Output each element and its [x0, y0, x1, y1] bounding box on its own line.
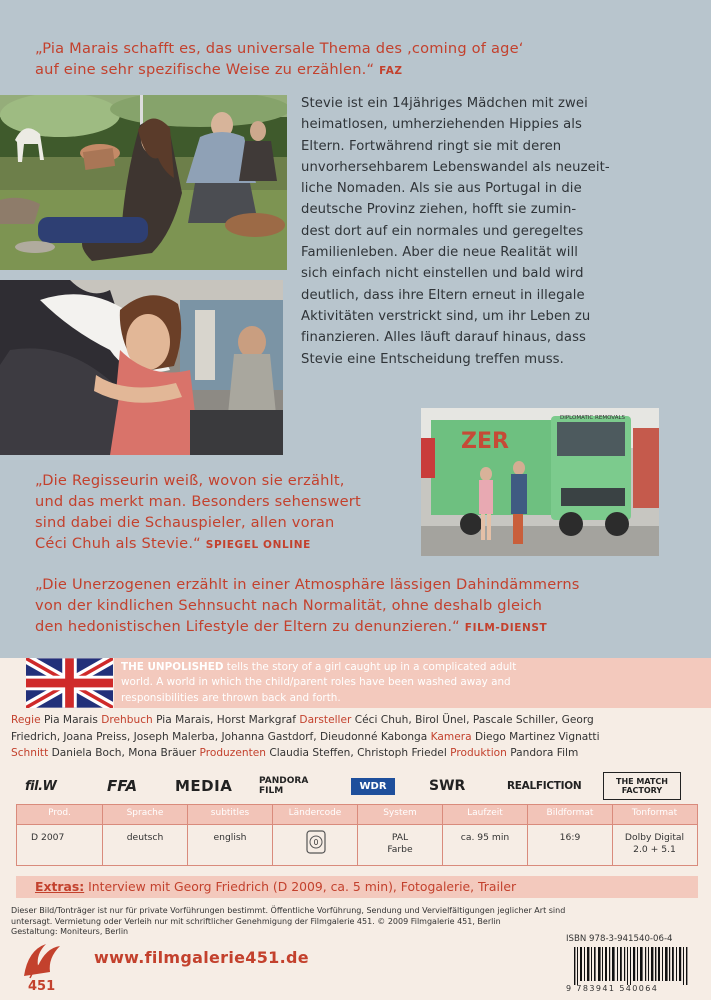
- english-line-2: world. A world in which the child/parent roles have been washed away and: [121, 676, 511, 689]
- quote-faz-line-2-row: [35, 59, 695, 82]
- extras: [35, 879, 516, 894]
- spec-header-laendercode: Ländercode: [288, 808, 342, 818]
- website-link[interactable]: www.filmgalerie451.de: [94, 948, 309, 967]
- credit-role-drehbuch: Drehbuch: [101, 714, 153, 726]
- quote-filmdienst-line-3-row: [35, 616, 705, 639]
- match-factory-logo: [603, 772, 681, 800]
- media-logo: MEDIA: [175, 777, 233, 795]
- wdr-logo-wrap: [345, 772, 401, 800]
- spec-value-tonformat: [613, 832, 696, 856]
- pandora-film-logo: [259, 772, 317, 800]
- credit-role-produktion: Produktion: [450, 747, 507, 760]
- synopsis-line-7: dest dort auf ein normales und geregeltes: [301, 223, 584, 239]
- quote-filmdienst: [35, 574, 705, 639]
- spec-value-prod-line-1: D 2007: [31, 832, 65, 843]
- synopsis-line-8: Familienleben. Aber die neue Realität will: [301, 245, 579, 261]
- filmgalerie-logo-text: 451: [28, 979, 56, 994]
- spec-header-sprache: Sprache: [126, 808, 164, 818]
- english-summary: [121, 660, 707, 706]
- region-code-value: 0: [313, 838, 319, 847]
- spec-value-sprache-line-1: deutsch: [126, 832, 164, 843]
- credits: [11, 712, 706, 762]
- spec-col-sprache: [102, 805, 187, 865]
- credits-line-3: [11, 745, 706, 762]
- match-factory-logo-line-2: FACTORY: [621, 786, 663, 795]
- isbn: ISBN 978-3-941540-06-4: [566, 934, 673, 944]
- credit-role-regie: Regie: [11, 714, 41, 726]
- credit-kamera: Diego Martinez Vignatti: [474, 730, 600, 743]
- quote-filmdienst-line-1: „Die Unerzogenen erzählt in einer Atmosphäre lässigen Dahindämmerns: [35, 576, 580, 593]
- legal-notice: [11, 906, 701, 938]
- synopsis: [301, 93, 701, 370]
- legal-line-3: Gestaltung: Moniteurs, Berlin: [11, 927, 129, 937]
- quote-faz-line-2: auf eine sehr spezifische Weise zu erzählen.“: [35, 61, 375, 78]
- quote-spiegel-source: SPIEGEL ONLINE: [205, 539, 311, 551]
- spec-value-bildformat-line-1: 16:9: [559, 832, 581, 843]
- quote-spiegel-line-3: sind dabei die Schauspieler, allen voran: [35, 514, 335, 531]
- spec-value-sprache: [103, 832, 187, 844]
- legal-line-1: Dieser Bild/Tonträger ist nur für private Vorführungen bestimmt. Öffentliche Vorführung, Sendung und Vervielfältigungen jeglicher Art sind: [11, 906, 566, 915]
- quote-faz: [35, 38, 695, 82]
- quote-faz-line-1: „Pia Marais schafft es, das universale Thema des ‚coming of age‘: [35, 40, 524, 57]
- synopsis-line-4: unvorhersehbarem Lebenswandel als neuzeit-: [301, 159, 610, 175]
- synopsis-line-12: finanzieren. Alles läuft darauf hinaus, dass: [301, 330, 587, 346]
- quote-faz-source: FAZ: [379, 65, 403, 77]
- barcode-number: 9 783941 540064: [566, 984, 659, 993]
- spec-col-laufzeit: [442, 805, 527, 865]
- spec-value-system: [358, 832, 442, 856]
- ffa-logo: FFA: [107, 777, 138, 795]
- spec-value-system-line-2: Farbe: [387, 844, 413, 855]
- pandora-film-logo-line-1: PANDORA: [259, 776, 309, 786]
- synopsis-line-13: Stevie eine Entscheidung treffen muss.: [301, 351, 564, 367]
- spec-value-system-line-1: PAL: [391, 832, 409, 843]
- extras-text: Interview mit Georg Friedrich (D 2009, ca. 5 min), Fotogalerie, Trailer: [88, 879, 517, 894]
- filmgalerie-logo: [12, 938, 68, 994]
- truck-rig-label: DIPLOMATIC REMOVALS: [560, 415, 626, 421]
- quote-spiegel-line-4-row: [35, 533, 425, 556]
- credit-role-kamera: Kamera: [430, 730, 472, 743]
- spec-header-tonformat: Tonformat: [631, 808, 678, 818]
- synopsis-line-2: heimatlosen, umherziehenden Hippies als: [301, 117, 583, 133]
- spec-col-subtitles: [187, 805, 272, 865]
- logo-row: [25, 772, 695, 800]
- wdr-logo: WDR: [351, 778, 394, 795]
- credit-schnitt: Daniela Boch, Mona Bräuer: [51, 747, 197, 760]
- credits-line-2: [11, 729, 706, 746]
- english-line-1: tells the story of a girl caught up in a complicated adult: [223, 661, 517, 673]
- quote-spiegel-line-2: und das merkt man. Besonders sehenswert: [35, 493, 361, 510]
- credit-role-schnitt: Schnitt: [11, 747, 49, 760]
- extras-label: Extras:: [35, 879, 85, 894]
- synopsis-line-11: Aktivitäten verstrickt sind, um ihr Leben zu: [301, 308, 591, 324]
- synopsis-line-3: Eltern. Fortwährend ringt sie mit deren: [301, 138, 562, 154]
- spec-value-laufzeit-line-1: ca. 95 min: [460, 832, 510, 843]
- spec-col-prod: [17, 805, 102, 865]
- quote-filmdienst-line-3: den hedonistischen Lifestyle der Eltern zu denunzieren.“: [35, 618, 460, 635]
- credit-darsteller-1: Céci Chuh, Birol Ünel, Pascale Schiller, Georg: [354, 714, 594, 726]
- spec-value-tonformat-line-2: 2.0 + 5.1: [633, 844, 676, 855]
- english-line-3: responsibilities are thrown back and forth.: [121, 691, 341, 704]
- barcode: [566, 947, 700, 985]
- quote-filmdienst-source: FILM-DIENST: [464, 622, 548, 634]
- spec-table: [16, 804, 698, 866]
- credit-produktion: Pandora Film: [510, 747, 579, 760]
- synopsis-line-1: Stevie ist ein 14jähriges Mädchen mit zwei: [301, 96, 588, 111]
- truck-brand-label: ZER: [461, 429, 509, 454]
- credit-drehbuch: Pia Marais, Horst Markgraf: [156, 714, 297, 726]
- credit-produzenten: Claudia Steffen, Christoph Friedel: [269, 747, 447, 760]
- credit-darsteller-2: Friedrich, Joana Preiss, Joseph Malerba, Johanna Gastdorf, Dieudonné Kabonga: [11, 730, 428, 743]
- spec-col-system: [357, 805, 442, 865]
- spec-value-subtitles-line-1: english: [213, 832, 247, 843]
- legal-line-2: untersagt. Vermietung oder Verleih nur mit schriftlicher Genehmigung der Filmgalerie 451. © 2009 Filmgalerie 451, Berlin: [11, 916, 501, 926]
- english-title: THE UNPOLISHED: [121, 661, 224, 673]
- spec-value-laufzeit: [443, 832, 527, 844]
- match-factory-logo-line-1: THE MATCH: [616, 777, 668, 786]
- spec-value-bildformat: [528, 832, 612, 844]
- spec-col-tonformat: [612, 805, 696, 865]
- quote-spiegel: [35, 470, 425, 556]
- synopsis-line-6: deutsche Provinz ziehen, hofft sie zumin-: [301, 202, 577, 218]
- uk-flag-icon: [26, 658, 113, 708]
- spec-value-tonformat-line-1: Dolby Digital: [624, 832, 685, 843]
- spec-col-bildformat: [527, 805, 612, 865]
- credit-role-darsteller: Darsteller: [299, 714, 352, 726]
- spec-header-prod: Prod.: [48, 808, 71, 818]
- english-line-1-row: [121, 660, 707, 675]
- spec-header-laufzeit: Laufzeit: [467, 808, 503, 818]
- quote-spiegel-line-1: „Die Regisseurin weiß, wovon sie erzählt,: [35, 472, 345, 489]
- spec-value-prod: [17, 832, 102, 844]
- photo-campsite: [0, 95, 287, 270]
- spec-header-subtitles: subtitles: [210, 808, 250, 818]
- synopsis-line-5: liche Nomaden. Als sie aus Portugal in die: [301, 181, 582, 197]
- synopsis-line-9: sich einfach nicht einstellen und bald wird: [301, 266, 584, 282]
- synopsis-line-10: deutlich, dass ihre Eltern erneut in illegale: [301, 287, 585, 303]
- spec-col-laendercode: [272, 805, 357, 865]
- pandora-film-logo-line-2: FILM: [259, 786, 284, 796]
- photo-truck: [421, 408, 659, 556]
- realfiction-logo: REALFICTION: [507, 780, 582, 792]
- quote-spiegel-line-4: Céci Chuh als Stevie.“: [35, 535, 201, 552]
- spec-value-subtitles: [188, 832, 272, 844]
- credit-regie: Pia Marais: [43, 714, 98, 726]
- spec-header-bildformat: Bildformat: [546, 808, 594, 818]
- credit-role-produzenten: Produzenten: [199, 747, 266, 760]
- region-code-icon: [306, 830, 326, 854]
- quote-filmdienst-line-2: von der kindlichen Sehnsucht nach Normalität, ohne deshalb gleich: [35, 597, 543, 614]
- swr-logo: SWR: [429, 778, 466, 794]
- photo-hug: [0, 280, 283, 455]
- filmboard-logo: fil.W: [25, 778, 57, 794]
- credits-line-1: [11, 712, 706, 729]
- spec-header-system: System: [383, 808, 417, 818]
